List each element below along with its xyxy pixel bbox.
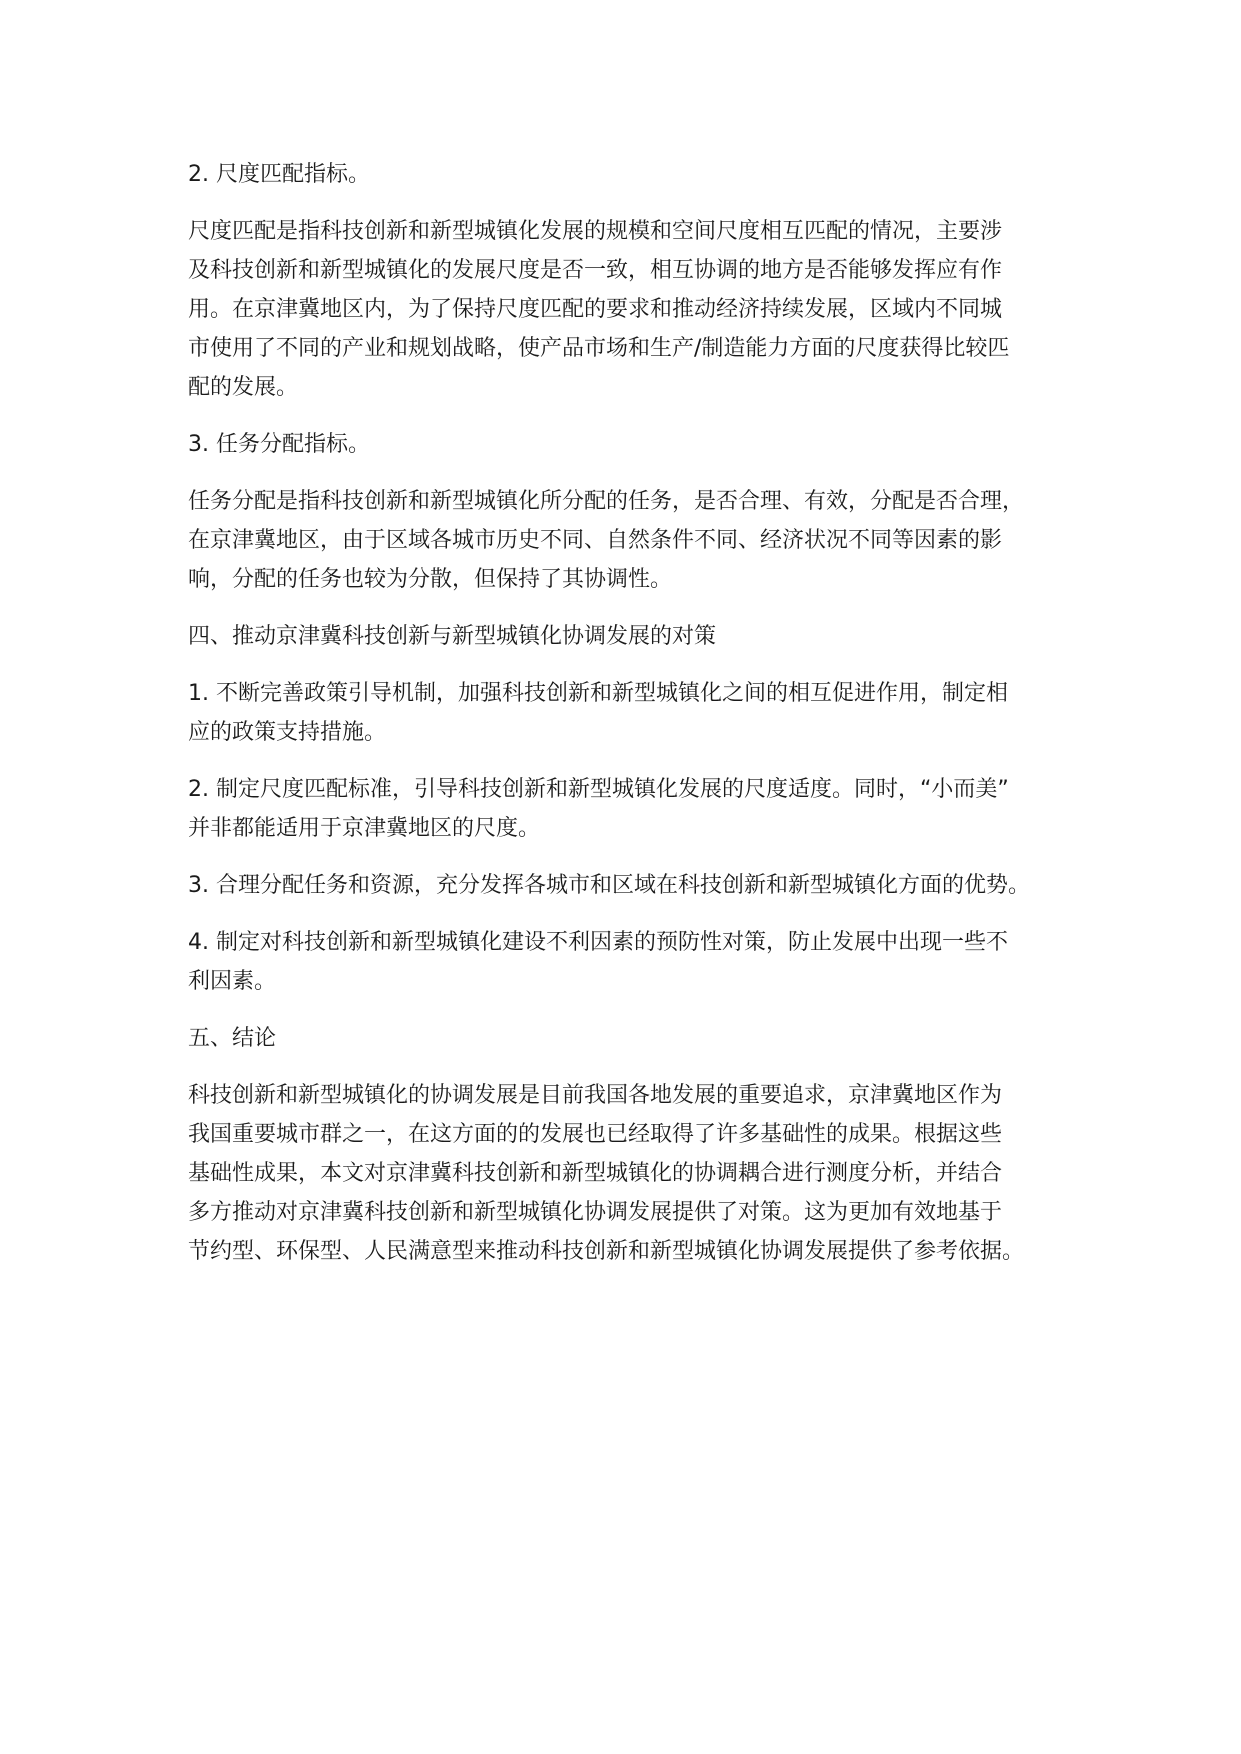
- paragraph-line: 我国重要城市群之一，在这方面的的发展也已经取得了许多基础性的成果。根据这些: [188, 1122, 1003, 1147]
- heading-text: 2. 尺度匹配指标。: [188, 162, 370, 187]
- document-body: [188, 155, 1083, 1289]
- paragraph-scale-matching: [188, 212, 1083, 407]
- paragraph-line: 应的政策支持措施。: [188, 720, 387, 745]
- paragraph-line: 3. 合理分配任务和资源，充分发挥各城市和区域在科技创新和新型城镇化方面的优势。: [188, 873, 1030, 898]
- paragraph-line: 响，分配的任务也较为分散，但保持了其协调性。: [188, 567, 673, 592]
- countermeasure-item-2: [188, 770, 1083, 848]
- section-heading-countermeasures: [188, 617, 1083, 656]
- section-heading-conclusion: [188, 1019, 1083, 1058]
- paragraph-line: 及科技创新和新型城镇化的发展尺度是否一致，相互协调的地方是否能够发挥应有作: [188, 258, 1003, 283]
- paragraph-line: 基础性成果，本文对京津冀科技创新和新型城镇化的协调耦合进行测度分析，并结合: [188, 1161, 1003, 1186]
- paragraph-line: 任务分配是指科技创新和新型城镇化所分配的任务，是否合理、有效，分配是否合理，: [188, 489, 1025, 514]
- countermeasure-item-1: [188, 674, 1083, 752]
- paragraph-line: 4. 制定对科技创新和新型城镇化建设不利因素的预防性对策，防止发展中出现一些不: [188, 930, 1008, 955]
- paragraph-line: 尺度匹配是指科技创新和新型城镇化发展的规模和空间尺度相互匹配的情况，主要涉: [188, 219, 1003, 244]
- paragraph-line: 节约型、环保型、人民满意型来推动科技创新和新型城镇化协调发展提供了参考依据。: [188, 1239, 1025, 1264]
- paragraph-line: 配的发展。: [188, 375, 299, 400]
- countermeasure-item-3: [188, 866, 1083, 905]
- section-heading-task-allocation: [188, 425, 1083, 464]
- heading-text: 四、推动京津冀科技创新与新型城镇化协调发展的对策: [188, 624, 717, 649]
- section-heading-scale-matching: [188, 155, 1083, 194]
- paragraph-line: 利因素。: [188, 969, 277, 994]
- countermeasure-item-4: [188, 923, 1083, 1001]
- heading-text: 五、结论: [188, 1026, 277, 1051]
- paragraph-line: 2. 制定尺度匹配标准，引导科技创新和新型城镇化发展的尺度适度。同时，“小而美”: [188, 777, 1009, 802]
- paragraph-line: 市使用了不同的产业和规划战略，使产品市场和生产/制造能力方面的尺度获得比较匹: [188, 336, 1010, 361]
- paragraph-line: 在京津冀地区，由于区域各城市历史不同、自然条件不同、经济状况不同等因素的影: [188, 528, 1003, 553]
- paragraph-line: 科技创新和新型城镇化的协调发展是目前我国各地发展的重要追求，京津冀地区作为: [188, 1083, 1003, 1108]
- paragraph-line: 多方推动对京津冀科技创新和新型城镇化协调发展提供了对策。这为更加有效地基于: [188, 1200, 1003, 1225]
- paragraph-task-allocation: [188, 482, 1083, 599]
- paragraph-line: 1. 不断完善政策引导机制，加强科技创新和新型城镇化之间的相互促进作用，制定相: [188, 681, 1008, 706]
- paragraph-line: 用。在京津冀地区内，为了保持尺度匹配的要求和推动经济持续发展，区域内不同城: [188, 297, 1003, 322]
- paragraph-conclusion: [188, 1076, 1083, 1271]
- paragraph-line: 并非都能适用于京津冀地区的尺度。: [188, 816, 541, 841]
- heading-text: 3. 任务分配指标。: [188, 432, 370, 457]
